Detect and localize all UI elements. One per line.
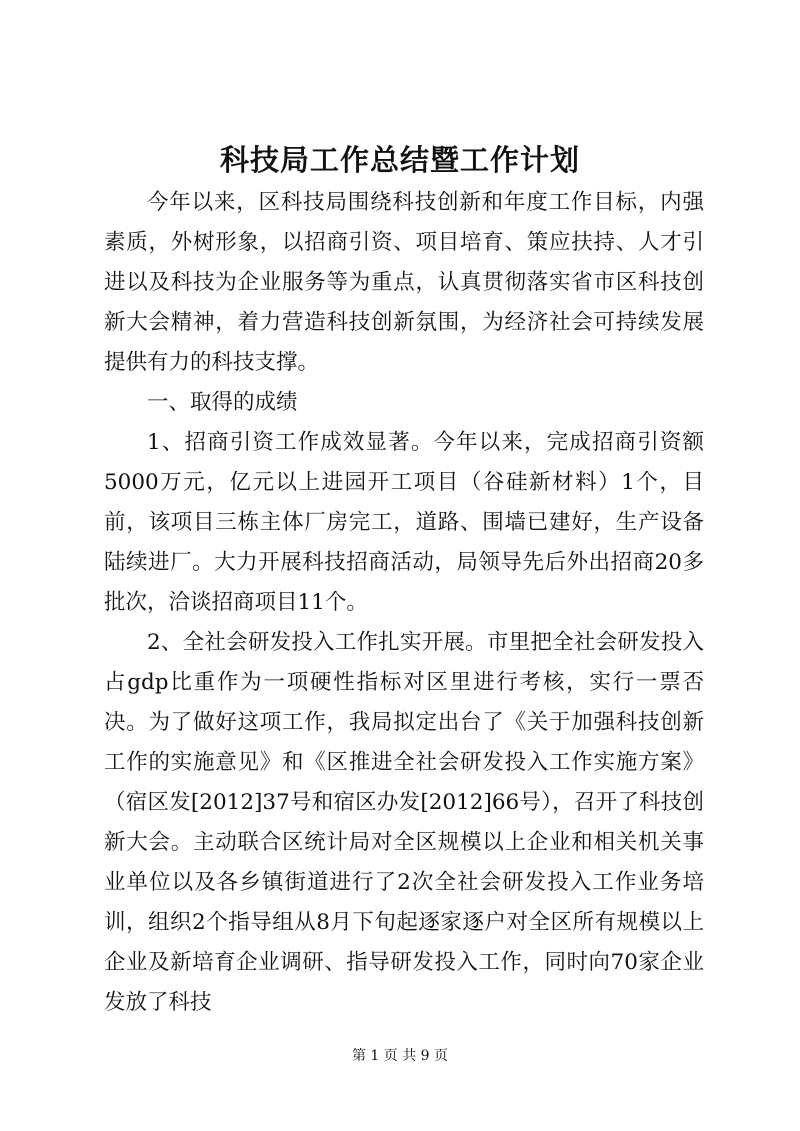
document-body [104, 183, 704, 1023]
page-title: 科技局工作总结暨工作计划 [219, 143, 580, 177]
page-number-footer: 第 1 页 共 9 页 [351, 1048, 449, 1064]
paragraph-investment: 1、招商引资工作成效显著。今年以来，完成招商引资额5000万元，亿元以上进园开工项目（谷硅新材料）1个，目前，该项目三栋主体厂房完工，道路、围墙已建好，生产设备陆续进厂。大力开展科技招商活动，局领导先后外出招商20多批次，洽谈招商项目11个。 [104, 430, 704, 615]
paragraph-rd-investment: 2、全社会研发投入工作扎实开展。市里把全社会研发投入占gdp比重作为一项硬性指标对区里进行考核，实行一票否决。为了做好这项工作，我局拟定出台了《关于加强科技创新工作的实施意见》和《区推进全社会研发投入工作实施方案》（宿区发[2012]37号和宿区办发[2012]66号），召开了科技创新大会。主动联合区统计局对全区规模以上企业和相关机关事业单位以及各乡镇街道进行了2次全社会研发投入工作业务培训，组织2个指导组从8月下旬起逐家逐户对全区所有规模以上企业及新培育企业调研、指导研发投入工作，同时向70家企业发放了科技 [104, 630, 704, 1015]
intro-paragraph: 今年以来，区科技局围绕科技创新和年度工作目标，内强素质，外树形象，以招商引资、项目培育、策应扶持、人才引进以及科技为企业服务等为重点，认真贯彻落实省市区科技创新大会精神，着力营造科技创新氛围，为经济社会可持续发展提供有力的科技支撑。 [104, 190, 704, 375]
section-heading: 一、取得的成绩 [147, 390, 298, 415]
